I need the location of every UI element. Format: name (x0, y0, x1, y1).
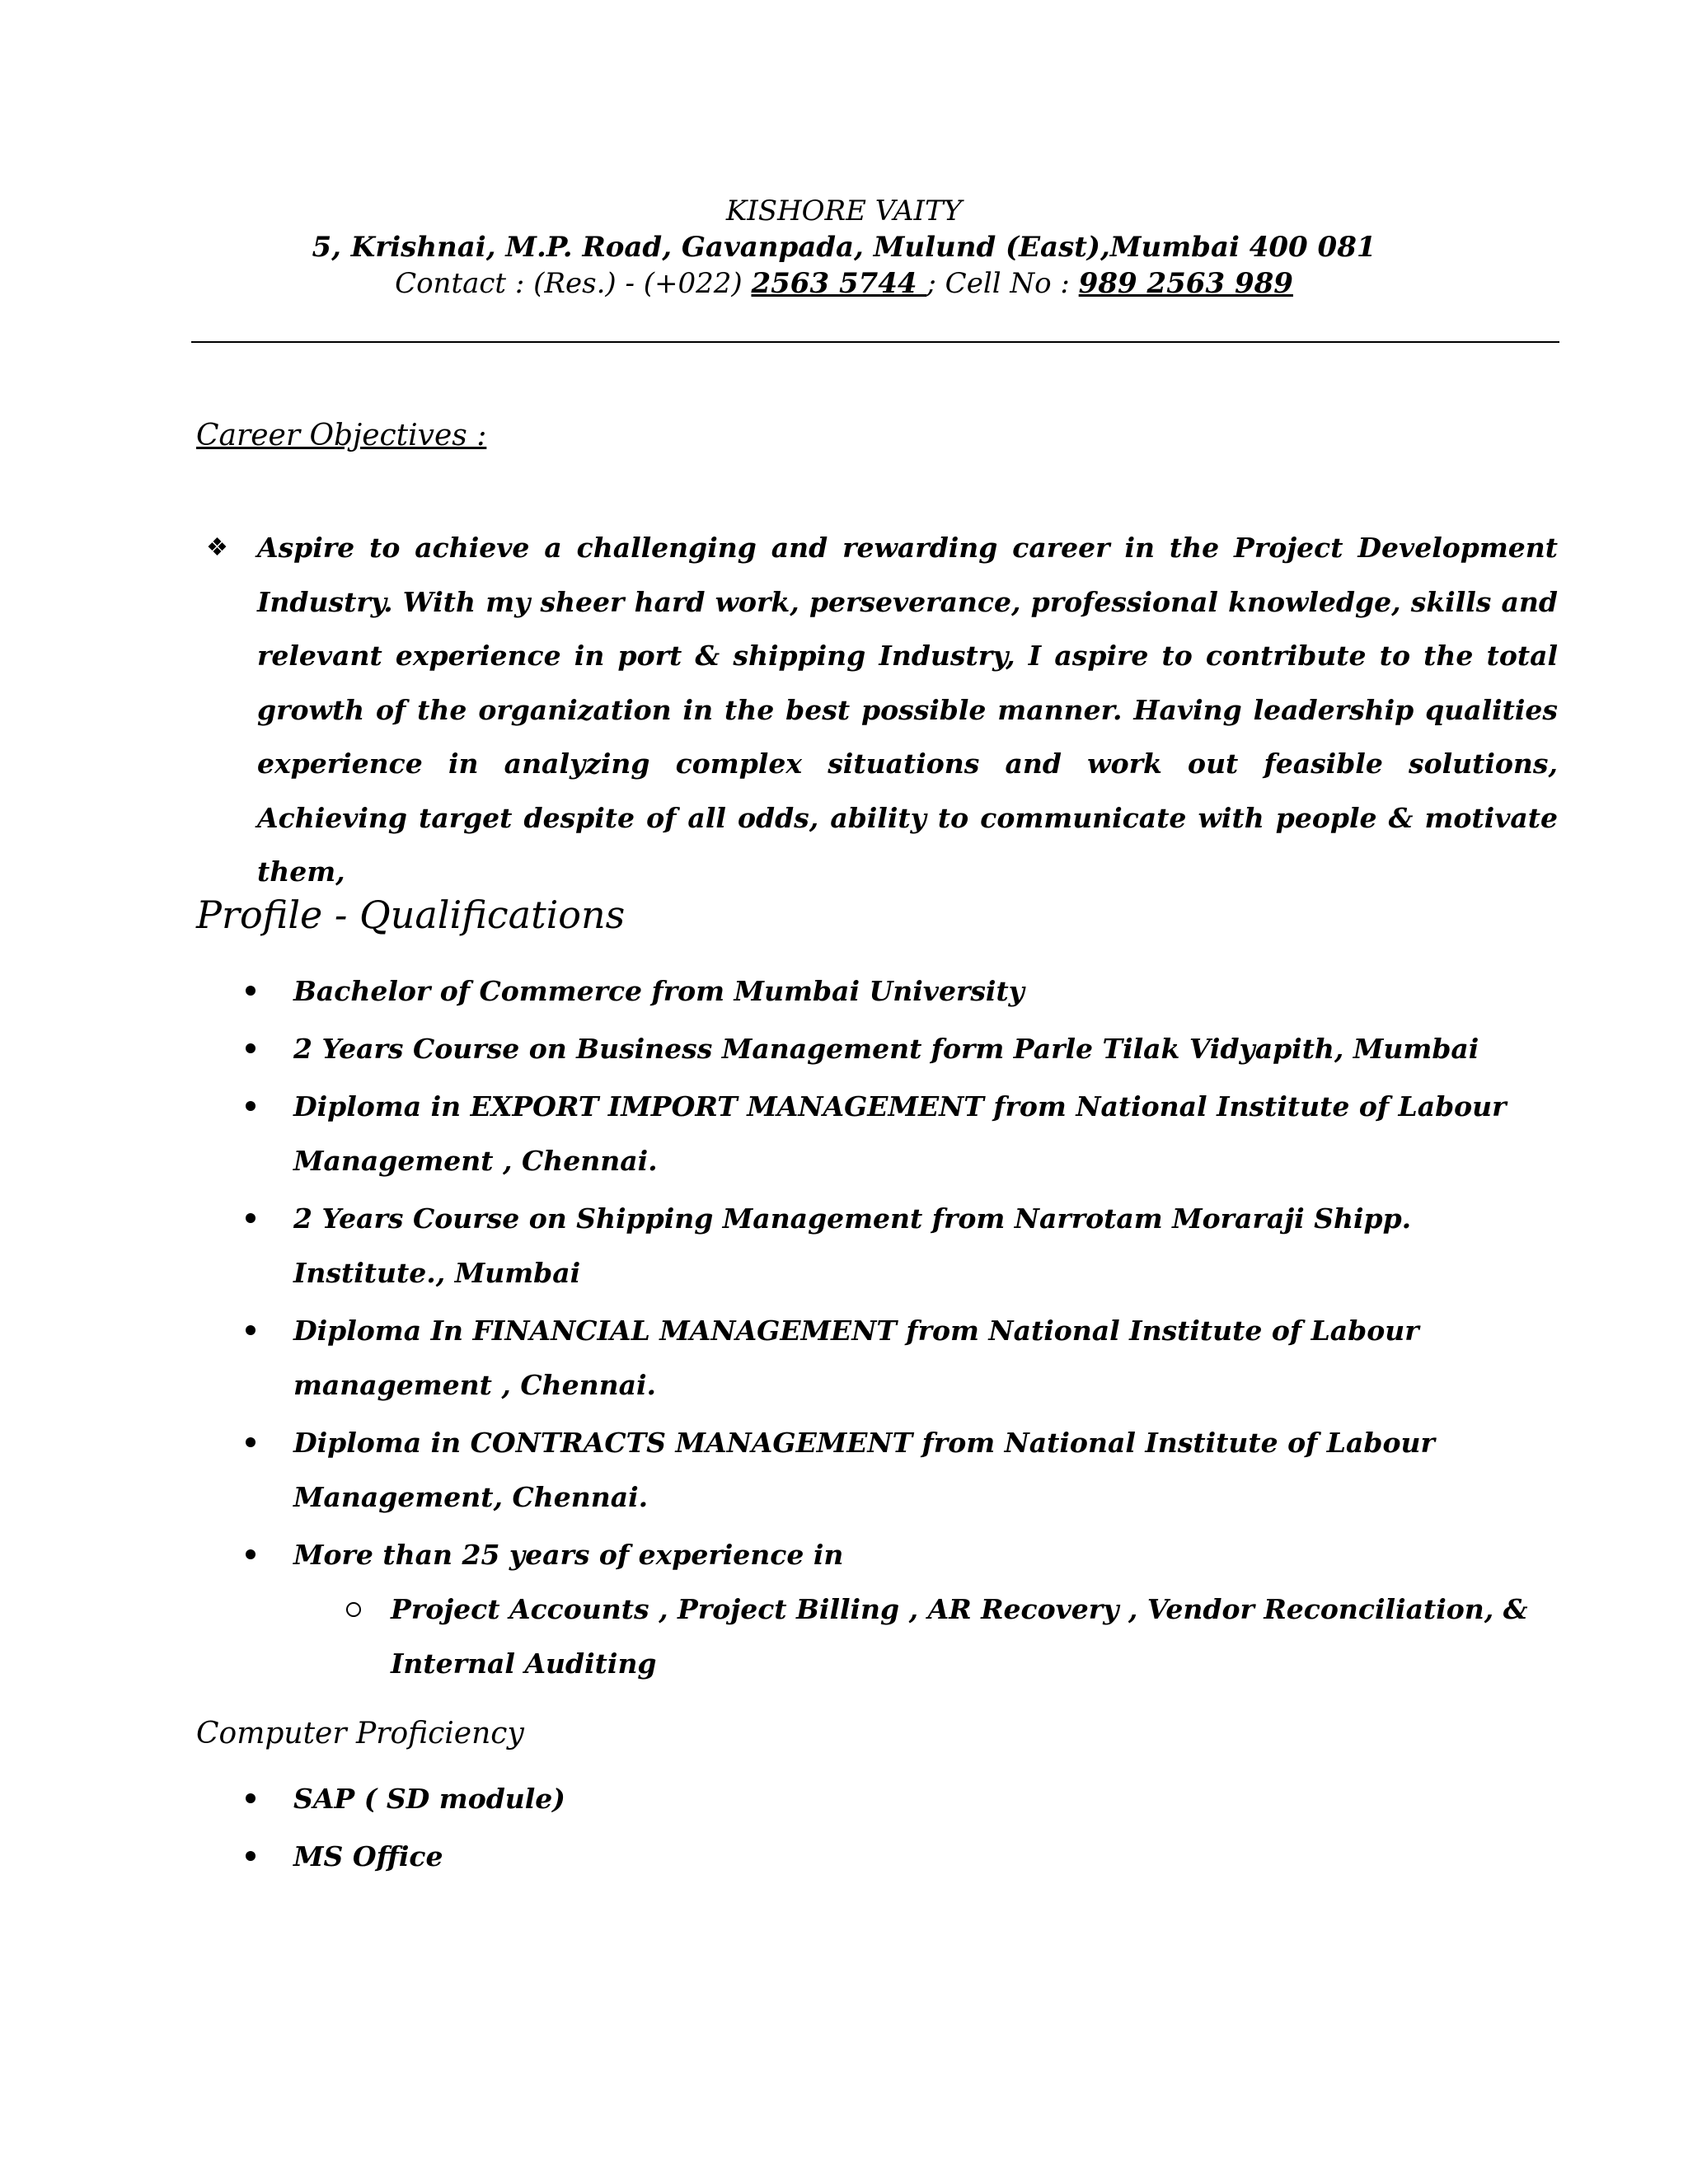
career-objective-text: Aspire to achieve a challenging and rewarding career in the Project Development Industry. With my sheer hard work, perseverance, professional knowledge, skills and relevant experience in port & shipping Industry, I aspire to contribute to the total growth of the organization in the best possible manner. Having leadership qualities experience in analyzing complex situations and work out feasible solutions, Achieving target despite of all odds, ability to communicate with people & motivate them, (257, 532, 1558, 888)
bullet-icon (246, 1101, 256, 1111)
career-objectives-title: Career Objectives : (196, 419, 487, 452)
contact-mid: ; Cell No : (926, 267, 1079, 300)
header-divider (191, 341, 1559, 343)
bullet-icon (246, 1325, 256, 1335)
qualification-item: Diploma In FINANCIAL MANAGEMENT from National Institute of Labour management , Chennai. (241, 1304, 1559, 1413)
qualification-item: Diploma in EXPORT IMPORT MANAGEMENT from National Institute of Labour Management , Chennai. (241, 1080, 1559, 1188)
qualification-item: Diploma in CONTRACTS MANAGEMENT from National Institute of Labour Management, Chennai. (241, 1416, 1559, 1525)
qualification-item: 2 Years Course on Business Management form Parle Tilak Vidyapith, Mumbai (241, 1022, 1559, 1076)
skill-item: MS Office (241, 1830, 1559, 1884)
qualification-item: Bachelor of Commerce from Mumbai University (241, 964, 1559, 1019)
bullet-icon (246, 1851, 256, 1861)
computer-skills-list (241, 1772, 1559, 1887)
hollow-bullet-icon (346, 1602, 361, 1617)
profile-qualifications-title: Profile - Qualifications (196, 893, 626, 937)
bullet-icon (246, 1549, 256, 1559)
candidate-name: KISHORE VAITY (725, 194, 963, 227)
bullet-icon (246, 1043, 256, 1053)
contact-prefix: Contact : (Res.) - (+022) (395, 267, 752, 300)
experience-item: Project Accounts , Project Billing , AR Recovery , Vendor Reconciliation, & Internal Auditing (293, 1582, 1559, 1691)
bullet-icon (246, 1437, 256, 1447)
residence-phone: 2563 5744 (751, 267, 927, 300)
qualifications-list (241, 964, 1559, 1694)
career-objective-item (206, 521, 1558, 899)
computer-proficiency-title: Computer Proficiency (196, 1717, 524, 1750)
candidate-address: 5, Krishnai, M.P. Road, Gavanpada, Mulund (East),Mumbai 400 081 (312, 231, 1376, 264)
qualification-item: More than 25 years of experience in Project Accounts , Project Billing , AR Recovery , Vendor Reconciliation, & Internal Auditing (241, 1528, 1559, 1691)
diamond-bullet-icon: ❖ (206, 533, 228, 562)
bullet-icon (246, 1213, 256, 1223)
qualification-item: 2 Years Course on Shipping Management from Narrotam Moraraji Shipp. Institute., Mumbai (241, 1192, 1559, 1301)
skill-item: SAP ( SD module) (241, 1772, 1559, 1826)
contact-line (0, 265, 1688, 302)
bullet-icon (246, 1793, 256, 1803)
cell-phone: 989 2563 989 (1078, 267, 1293, 300)
bullet-icon (246, 986, 256, 996)
experience-sublist (293, 1582, 1559, 1691)
